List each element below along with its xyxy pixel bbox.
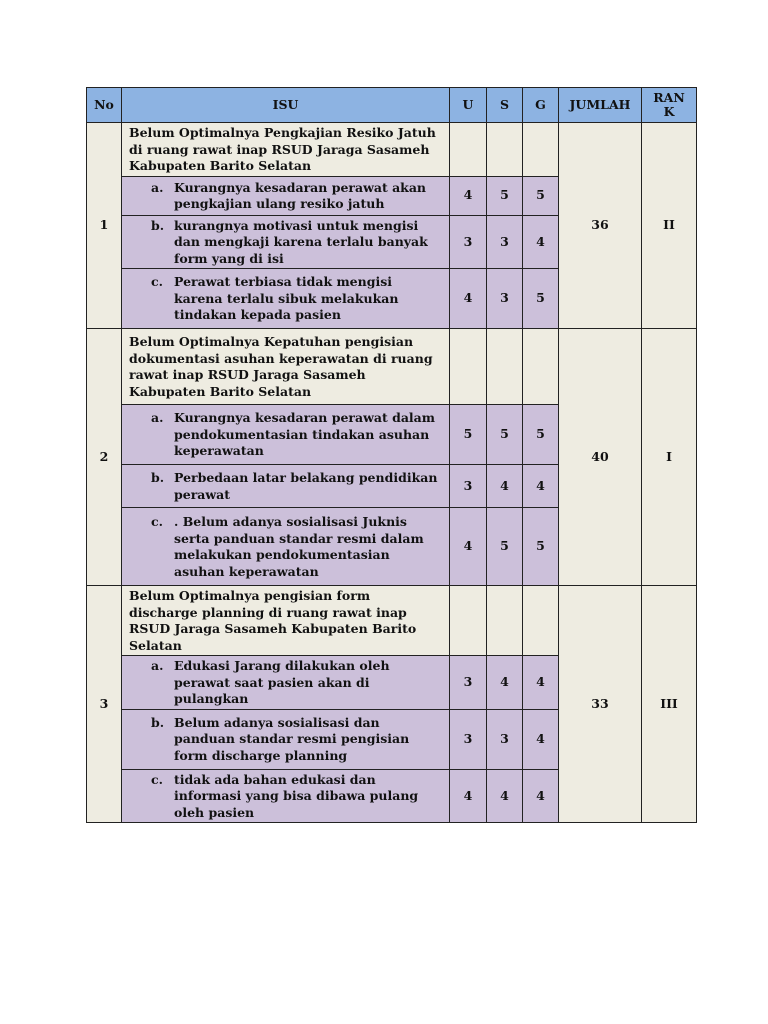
issue-title-text: Belum Optimalnya Kepatuhan pengisian dokumentasi asuhan keperawatan di ruang rawat inap RSUD Jaraga Sasameh Kabupaten Barito Selatan (129, 334, 433, 399)
sub-issue-text: Edukasi Jarang dilakukan oleh perawat saat pasien akan di pulangkan (174, 658, 390, 706)
issue-number: 1 (87, 123, 122, 329)
header-rank: RAN K (642, 88, 697, 123)
header-no: No (87, 88, 122, 123)
sub-issue-letter: b. (151, 714, 165, 730)
sub-issue-letter: c. (151, 771, 163, 787)
issue-title-text: Belum Optimalnya pengisian form discharge planning di ruang rawat inap RSUD Jaraga Sasameh Kabupaten Barito Selatan (129, 588, 417, 653)
g-score: 5 (523, 405, 559, 465)
s-score: 4 (487, 656, 523, 710)
issue-group-3 (87, 586, 697, 823)
issue-title (122, 586, 450, 656)
rank-value: I (642, 329, 697, 586)
u-score: 3 (450, 465, 487, 508)
sub-issue (122, 405, 450, 465)
sub-issue-text: Belum adanya sosialisasi dan panduan standar resmi pengisian form discharge planning (174, 714, 410, 763)
issue-title-row (87, 329, 697, 405)
s-score: 4 (487, 769, 523, 823)
sub-issue-text: Kurangnya kesadaran perawat akan pengkajian ulang resiko jatuh (174, 179, 427, 211)
sub-issue-letter: a. (151, 658, 164, 673)
header-row (87, 88, 697, 123)
sub-issue (122, 215, 450, 269)
sub-issue (122, 508, 450, 586)
header-s: S (487, 88, 523, 123)
g-score: 4 (523, 465, 559, 508)
issue-number: 2 (87, 329, 122, 586)
sub-issue-letter: b. (151, 217, 165, 233)
empty-cell (487, 123, 523, 177)
sub-issue-letter: a. (151, 410, 164, 426)
issue-title (122, 123, 450, 177)
sub-issue-letter: a. (151, 179, 164, 195)
sub-issue (122, 709, 450, 769)
header-g: G (523, 88, 559, 123)
empty-cell (523, 123, 559, 177)
g-score: 5 (523, 508, 559, 586)
header-jumlah: JUMLAH (559, 88, 642, 123)
issue-title-row (87, 123, 697, 177)
sub-issue-text: . Belum adanya sosialisasi Juknis serta panduan standar resmi dalam melakukan pendokumentasian asuhan keperawatan (174, 514, 424, 579)
u-score: 5 (450, 405, 487, 465)
empty-cell (487, 329, 523, 405)
issue-priority-table (86, 87, 697, 823)
g-score: 4 (523, 656, 559, 710)
s-score: 5 (487, 405, 523, 465)
u-score: 3 (450, 656, 487, 710)
issue-number: 3 (87, 586, 122, 823)
g-score: 4 (523, 769, 559, 823)
sub-issue-text: kurangnya motivasi untuk mengisi dan mengkaji karena terlalu banyak form yang di isi (174, 217, 428, 266)
sub-issue-letter: c. (151, 514, 163, 529)
sub-issue (122, 769, 450, 823)
jumlah-value: 40 (559, 329, 642, 586)
g-score: 5 (523, 269, 559, 329)
u-score: 4 (450, 176, 487, 215)
empty-cell (523, 329, 559, 405)
u-score: 4 (450, 769, 487, 823)
empty-cell (523, 586, 559, 656)
sub-issue-text: Kurangnya kesadaran perawat dalam pendokumentasian tindakan asuhan keperawatan (174, 410, 435, 459)
header-u: U (450, 88, 487, 123)
rank-value: III (642, 586, 697, 823)
empty-cell (450, 123, 487, 177)
issue-title (122, 329, 450, 405)
empty-cell (450, 586, 487, 656)
header-isu: ISU (122, 88, 450, 123)
sub-issue-text: Perbedaan latar belakang pendidikan perawat (174, 470, 438, 502)
g-score: 4 (523, 709, 559, 769)
u-score: 3 (450, 215, 487, 269)
s-score: 4 (487, 465, 523, 508)
sub-issue-text: Perawat terbiasa tidak mengisi karena terlalu sibuk melakukan tindakan kepada pasien (174, 274, 399, 323)
u-score: 3 (450, 709, 487, 769)
jumlah-value: 36 (559, 123, 642, 329)
empty-cell (487, 586, 523, 656)
s-score: 5 (487, 508, 523, 586)
sub-issue (122, 176, 450, 215)
sub-issue (122, 269, 450, 329)
jumlah-value: 33 (559, 586, 642, 823)
u-score: 4 (450, 508, 487, 586)
s-score: 5 (487, 176, 523, 215)
g-score: 4 (523, 215, 559, 269)
rank-value: II (642, 123, 697, 329)
s-score: 3 (487, 215, 523, 269)
issue-group-2 (87, 329, 697, 586)
issue-title-row (87, 586, 697, 656)
g-score: 5 (523, 176, 559, 215)
empty-cell (450, 329, 487, 405)
sub-issue-letter: b. (151, 470, 165, 485)
sub-issue-letter: c. (151, 274, 163, 290)
sub-issue (122, 465, 450, 508)
s-score: 3 (487, 709, 523, 769)
sub-issue-text: tidak ada bahan edukasi dan informasi yang bisa dibawa pulang oleh pasien (174, 771, 419, 820)
sub-issue (122, 656, 450, 710)
issue-group-1 (87, 123, 697, 329)
s-score: 3 (487, 269, 523, 329)
u-score: 4 (450, 269, 487, 329)
issue-title-text: Belum Optimalnya Pengkajian Resiko Jatuh di ruang rawat inap RSUD Jaraga Sasameh Kabupaten Barito Selatan (129, 125, 436, 173)
